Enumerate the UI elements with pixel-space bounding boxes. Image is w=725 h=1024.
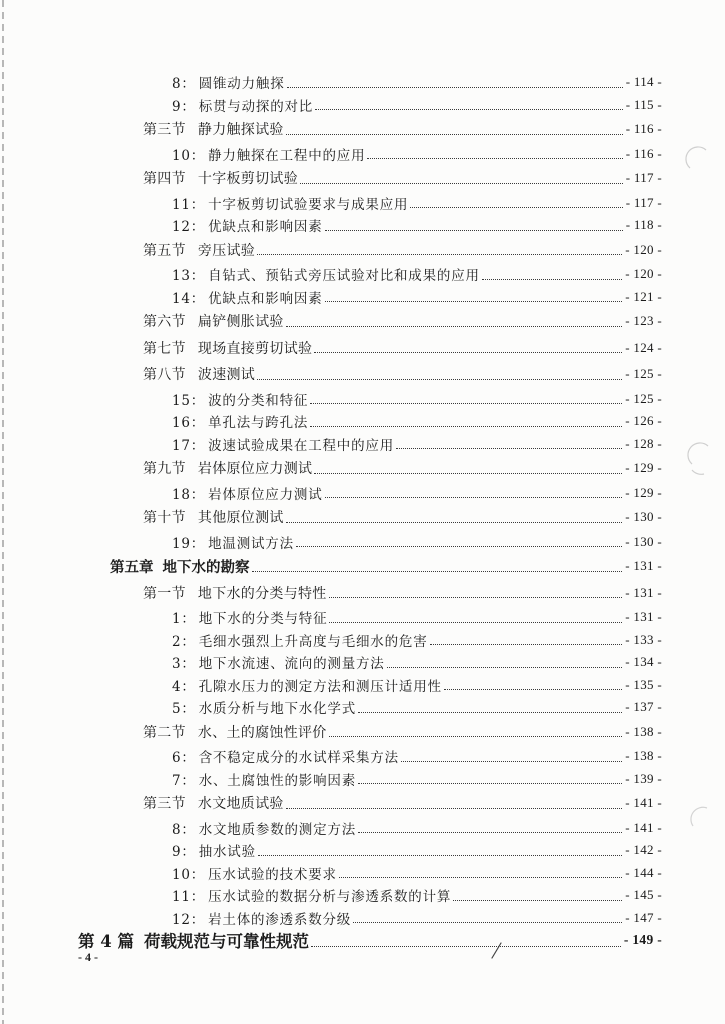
item-title: 毛细水强烈上升高度与毛细水的危害	[198, 633, 428, 650]
section-title: 岩体原位应力测试	[197, 461, 313, 477]
page-number: - 131 -	[625, 558, 662, 573]
item-title: 单孔法与跨孔法	[208, 415, 309, 431]
section-title: 旁压试验	[197, 242, 256, 259]
dot-leader	[453, 900, 622, 901]
section-number: 第一节	[143, 585, 186, 602]
toc-section-entry	[143, 504, 662, 531]
page-number: - 126 -	[625, 413, 662, 428]
dot-leader	[257, 379, 622, 380]
item-number: 9：	[172, 98, 196, 115]
item-number: 9：	[172, 844, 196, 860]
toc-section-entry	[143, 455, 662, 482]
page-number: - 128 -	[625, 435, 662, 451]
page-number: - 114 -	[625, 74, 662, 89]
dot-leader	[329, 622, 622, 623]
footer-page-number: - 4 -	[78, 950, 98, 964]
item-number: 18：	[172, 486, 206, 503]
toc-item-entry	[172, 861, 662, 884]
toc-section-entry	[143, 361, 662, 388]
item-title: 圆锥动力触探	[198, 76, 285, 92]
dot-leader	[315, 109, 623, 110]
toc-section-entry	[143, 236, 662, 263]
section-number: 第三节	[143, 122, 186, 138]
toc-section-entry	[143, 718, 662, 745]
page-number: - 138 -	[625, 723, 662, 739]
section-number: 第十节	[143, 510, 186, 526]
section-title: 静力触探试验	[197, 122, 284, 138]
toc-section-entry	[143, 165, 662, 192]
dot-leader	[358, 783, 622, 784]
item-number: 10：	[172, 147, 206, 164]
page-number: - 120 -	[625, 266, 662, 281]
toc-item-entry	[172, 387, 662, 410]
item-number: 13：	[172, 268, 206, 284]
section-number: 第九节	[143, 461, 186, 477]
item-number: 11：	[172, 889, 206, 905]
dot-leader	[353, 922, 622, 923]
toc-item-entry	[172, 263, 662, 286]
item-number: 4：	[172, 678, 196, 695]
page-number: - 118 -	[625, 217, 662, 232]
page-number: - 129 -	[625, 460, 662, 475]
toc-item-entry	[172, 628, 662, 651]
item-title: 十字板剪切试验要求与成果应用	[208, 196, 409, 213]
section-title: 扁铲侧胀试验	[197, 314, 284, 330]
dot-leader	[296, 546, 622, 547]
dot-leader	[329, 597, 623, 598]
section-number: 第六节	[143, 314, 186, 330]
item-title: 水文地质参数的测定方法	[198, 821, 357, 838]
section-title: 地下水的分类与特性	[197, 585, 327, 602]
item-number: 8：	[172, 821, 196, 838]
toc-item-entry	[172, 839, 662, 862]
page-number: - 145 -	[625, 887, 662, 902]
item-number: 10：	[172, 866, 206, 883]
item-title: 含不稳定成分的水试样采集方法	[198, 750, 399, 766]
page-number: - 137 -	[625, 699, 662, 714]
dot-leader	[325, 497, 623, 498]
page-number: - 121 -	[625, 288, 662, 304]
page-number: - 131 -	[625, 609, 662, 624]
item-title: 地温测试方法	[208, 535, 294, 552]
page-number: - 124 -	[625, 339, 662, 355]
section-number: 第八节	[143, 367, 186, 383]
item-number: 8：	[172, 76, 196, 92]
item-title: 优缺点和影响因素	[208, 219, 323, 235]
item-number: 19：	[172, 535, 206, 552]
binding-hole-mark	[691, 807, 707, 826]
item-number: 14：	[172, 290, 206, 307]
page-number: - 144 -	[625, 864, 662, 880]
toc-item-entry	[172, 432, 662, 455]
item-title: 压水试验的技术要求	[208, 866, 337, 883]
dot-leader	[387, 667, 623, 668]
item-number: 11：	[172, 196, 206, 213]
toc-section-entry	[143, 116, 662, 143]
dot-leader	[252, 571, 623, 572]
binding-hole-mark	[686, 147, 706, 168]
item-number: 7：	[172, 772, 196, 789]
toc-item-entry	[172, 191, 662, 214]
toc-item-entry	[172, 93, 662, 116]
item-title: 压水试验的数据分析与渗透系数的计算	[208, 889, 452, 905]
item-title: 波速试验成果在工程中的应用	[208, 437, 394, 454]
item-number: 12：	[172, 219, 206, 235]
toc-section-entry	[143, 308, 662, 335]
page-number: - 116 -	[625, 121, 662, 136]
toc-item-entry	[172, 214, 662, 237]
item-title: 抽水试验	[198, 844, 256, 860]
toc-item-entry	[172, 530, 662, 553]
item-number: 16：	[172, 415, 206, 431]
page-number: - 138 -	[625, 748, 662, 763]
dot-leader	[287, 87, 623, 88]
dot-leader	[358, 832, 622, 833]
dot-leader	[258, 855, 622, 856]
toc-section-entry	[143, 579, 662, 606]
part-title: 荷载规范与可靠性规范	[143, 932, 309, 952]
dot-leader	[286, 808, 623, 809]
item-number: 6：	[172, 750, 196, 766]
binding-hole-mark	[688, 443, 708, 474]
page-number: - 116 -	[625, 145, 662, 161]
page-number: - 129 -	[625, 484, 662, 500]
page-number: - 131 -	[625, 584, 662, 600]
dot-leader	[358, 712, 622, 713]
page-number: - 147 -	[625, 909, 662, 925]
part-number: 第 4 篇	[78, 932, 134, 952]
table-of-contents	[0, 71, 662, 952]
section-title: 波速测试	[197, 367, 256, 383]
dot-leader	[339, 877, 622, 878]
item-title: 静力触探在工程中的应用	[208, 147, 366, 164]
toc-item-entry	[172, 481, 662, 504]
page-number: - 120 -	[625, 241, 662, 257]
item-title: 地下水的分类与特征	[198, 611, 328, 627]
dot-leader	[286, 522, 623, 523]
dot-leader	[325, 230, 623, 231]
dot-leader	[329, 736, 623, 737]
toc-item-entry	[172, 816, 662, 839]
item-number: 12：	[172, 911, 206, 928]
section-number: 第五节	[143, 242, 186, 259]
page-number: - 123 -	[625, 313, 662, 328]
dot-leader	[367, 158, 622, 159]
page-number: - 149 -	[623, 932, 662, 948]
item-title: 岩土体的渗透系数分级	[208, 911, 352, 928]
toc-item-entry	[172, 767, 662, 790]
dot-leader	[482, 279, 622, 280]
page-number: - 135 -	[625, 676, 662, 692]
section-number: 第七节	[143, 340, 186, 357]
page-number: - 125 -	[625, 366, 662, 381]
page-number: - 130 -	[625, 533, 662, 549]
page-number: - 125 -	[625, 390, 662, 406]
item-title: 孔隙水压力的测定方法和测压计适用性	[198, 678, 442, 695]
dot-leader	[314, 352, 622, 353]
toc-item-entry	[172, 884, 662, 907]
toc-item-entry	[172, 906, 662, 929]
chapter-number: 第五章	[110, 558, 154, 576]
page-number: - 139 -	[625, 770, 662, 786]
dot-leader	[410, 207, 622, 208]
item-title: 标贯与动探的对比	[198, 98, 314, 115]
toc-item-entry	[172, 71, 662, 94]
chapter-title: 地下水的勘察	[162, 558, 250, 576]
section-title: 水、土的腐蚀性评价	[197, 724, 327, 741]
item-number: 1：	[172, 611, 196, 627]
dot-leader	[286, 134, 623, 135]
page-number: - 115 -	[625, 96, 662, 112]
item-title: 水质分析与地下水化学式	[198, 701, 357, 717]
toc-item-entry	[172, 696, 662, 719]
toc-section-entry	[143, 334, 662, 361]
dot-leader	[300, 183, 623, 184]
dot-leader	[325, 301, 623, 302]
dot-leader	[310, 426, 622, 427]
section-title: 水文地质试验	[197, 796, 284, 812]
toc-part-entry	[78, 929, 662, 952]
section-number: 第二节	[143, 724, 186, 741]
section-title: 十字板剪切试验	[197, 171, 299, 187]
toc-item-entry	[172, 651, 662, 674]
dot-leader	[286, 326, 623, 327]
item-number: 15：	[172, 392, 206, 409]
section-number: 第三节	[143, 796, 186, 812]
dot-leader	[314, 473, 622, 474]
dot-leader	[311, 946, 621, 947]
toc-item-entry	[172, 285, 662, 308]
item-title: 自钻式、预钻式旁压试验对比和成果的应用	[208, 268, 480, 284]
item-number: 17：	[172, 437, 206, 454]
section-title: 其他原位测试	[197, 510, 284, 526]
page-number: - 134 -	[625, 654, 662, 669]
item-title: 地下水流速、流向的测量方法	[198, 656, 385, 672]
item-number: 5：	[172, 701, 196, 717]
item-title: 优缺点和影响因素	[208, 290, 323, 307]
section-number: 第四节	[143, 171, 186, 187]
toc-section-entry	[143, 790, 662, 817]
page-number: - 142 -	[625, 842, 662, 857]
page-number: - 141 -	[625, 819, 662, 835]
toc-item-entry	[172, 606, 662, 629]
page-number: - 130 -	[625, 509, 662, 524]
dot-leader	[430, 644, 623, 645]
toc-item-entry	[172, 410, 662, 433]
item-title: 水、土腐蚀性的影响因素	[198, 772, 357, 789]
dot-leader	[401, 761, 622, 762]
toc-item-entry	[172, 673, 662, 696]
dot-leader	[310, 403, 622, 404]
toc-chapter-entry	[110, 553, 662, 580]
item-title: 波的分类和特征	[208, 392, 309, 409]
dot-leader	[257, 254, 622, 255]
page-number: - 141 -	[625, 795, 662, 810]
dot-leader	[396, 448, 622, 449]
item-number: 2：	[172, 633, 196, 650]
toc-item-entry	[172, 745, 662, 768]
page-number: - 117 -	[625, 194, 662, 210]
item-number: 3：	[172, 656, 196, 672]
page-number: - 117 -	[625, 170, 662, 185]
section-title: 现场直接剪切试验	[197, 340, 313, 357]
item-title: 岩体原位应力测试	[208, 486, 323, 503]
page-number: - 133 -	[625, 631, 662, 647]
toc-item-entry	[172, 142, 662, 165]
dot-leader	[444, 689, 622, 690]
